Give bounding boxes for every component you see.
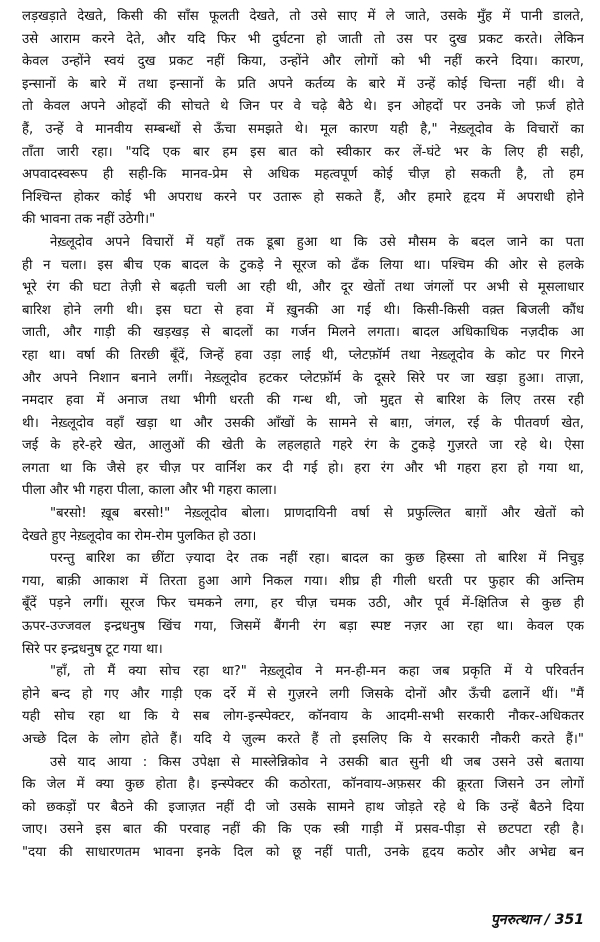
text-line: ताँता जारी रहा। "यदि एक बार हम इस बात को स्वीकार कर लें-घंटे भर के लिए ही सही, [22, 144, 584, 160]
text-line: और अपने निशान बनाने लगीं। नेख़्लूदोव हटकर प्लेटफ़ॉर्म के दूसरे सिरे पर जा खड़ा हुआ। ताज़ा, [22, 370, 584, 386]
text-line: "हाँ, तो मैं क्या सोच रहा था?" नेख़्लूदोव ने मन-ही-मन कहा जब प्रकृति में ये परिवर्तन [50, 664, 584, 680]
text-line: जाती, और गाड़ी की खड़खड़ से बादलों का गर्जन मिलने लगता। बादल अधिकाधिक नज़दीक आ [22, 325, 584, 341]
text-line: ही न चला। इस बीच एक बादल के टुकड़े ने सूरज को ढँक लिया था। पश्चिम की ओर से हलके [22, 257, 584, 273]
text-line: कि जेल में क्या कुछ होता है। इन्स्पेक्टर की कठोरता, कॉनवाय-अफ़सर की क्रूरता जिसने उन लोगों [22, 777, 584, 793]
text-line: "दया की साधारणतम भावना इनके दिल को छू नहीं पाती, उनके हृदय कठोर और अभेद्य बन [22, 844, 584, 860]
text-line: अपवादस्वरूप ही सही-कि मानव-प्रेम से अधिक महत्वपूर्ण कोई चीज़ हो सकती है, तो हम [22, 167, 584, 183]
text-line: यही सोच रहा था कि ये सब लोग-इन्स्पेक्टर, कॉनवाय के आदमी-सभी सरकारी नौकर-अधिकतर [22, 709, 584, 725]
text-line: जाए। उसने इस बात की परवाह नहीं की कि एक स्त्री गाड़ी में प्रसव-पीड़ा से छटपटा रही है। [22, 822, 584, 838]
text-line: गया, बाक़ी आकाश में तिरता हुआ आगे निकल गया। शीघ्र ही गीली धरती पर फुहार की अन्तिम [22, 573, 584, 589]
text-line: इन्सानों के बारे में तथा इन्सानों के प्रति अपने कर्तव्य के बारे में उन्हें कोई चिन्ता नहीं थी। वे [22, 76, 584, 92]
text-line: होने बन्द हो गए और गाड़ी एक दर्रे में से गुज़रने लगी जिसके दोनों और ऊँची ढलानें थीं। "मैं [22, 686, 584, 702]
text-line: रहा था। वर्षा की तिरछी बूँदें, जिन्हें हवा उड़ा लाई थी, प्लेटफ़ॉर्म तथा नेख़्लूदोव के कोट पर गिरने [22, 347, 584, 363]
text-line: भूरे रंग की घटा तेज़ी से बढ़ती चली आ रही थी, और दूर खेतों तथा जंगलों पर अभी से मूसलाधार [22, 280, 584, 296]
text-line: पीला और भी गहरा पीला, काला और भी गहरा काला। [22, 483, 277, 499]
text-line: अच्छे दिल के लोग होते हैं। यदि ये ज़ुल्म करते हैं तो इसलिए कि ये सरकारी नौकरी करते हैं।" [22, 732, 584, 747]
text-line: केवल उन्होंने स्वयं दुख प्रकट नहीं किया, उन्होंने और लोगों को भी नहीं करने दिया। कारण, [22, 54, 584, 70]
text-line: नमदार हवा में अनाज तथा भीगी धरती की गन्ध थी, जो मुद्दत से बारिश के लिए तरस रही [22, 393, 584, 409]
page-number: 351 [554, 912, 584, 928]
footer-separator: / [544, 912, 550, 928]
text-line: देखते हुए नेख़्लूदोव का रोम-रोम पुलकित हो उठा। [22, 528, 257, 544]
text-line: सिरे पर इन्द्रधनुष टूट गया था। [22, 641, 163, 657]
text-line: लड़खड़ाते देखते, किसी की साँस फूलती देखते, तो उसे साए में ले जाते, उसके मुँह में पानी डालते, [22, 9, 584, 24]
text-line: तो केवल अपने ओहदों की सोचते थे जिन पर वे चढ़े बैठे थे। इन ओहदों पर उनके जो फ़र्ज होते [22, 99, 584, 115]
text-line: परन्तु बारिश का छींटा ज़्यादा देर तक नहीं रहा। बादल का कुछ हिस्सा तो बारिश में निचुड़ [50, 551, 584, 567]
text-line: उसे याद आया : किस उपेक्षा से मास्लेन्निकोव ने उसकी बात सुनी थी जब उसने उसे बताया [50, 754, 584, 770]
text-line: "बरसो! ख़ूब बरसो!" नेख़्लूदोव बोला। प्राणदायिनी वर्षा से प्रफुल्लित बाग़ों और खेतों को [50, 506, 584, 522]
text-line: हैं, उन्हें वे मानवीय सम्बन्धों से ऊँचा समझते थे। मूल कारण यही है," नेख़्लूदोव के विचारों का [22, 121, 584, 137]
text-line: ऊपर-उज्जवल इन्द्रधनुष खिंच गया, जिसमें बैंगनी रंग बड़ा स्पष्ट नज़र आ रहा था। केवल एक [22, 619, 584, 635]
text-line: निश्चिन्त होकर कोई भी अपराध करने पर उतारू हो सकते हैं, और हमारे हृदय में अपराधी होने [22, 189, 584, 205]
text-line: बूँदें पड़ने लगीं। सूरज फिर चमकने लगा, हर चीज़ चमक उठी, और पूर्व में-क्षितिज से कुछ ही [22, 596, 584, 612]
book-title: पुनरुत्थान [490, 912, 540, 928]
book-page-body [22, 6, 584, 865]
text-line: को छकड़ों पर बैठने की इजाज़त नहीं दी जो उसके सामने हाथ जोड़ते रहे थे कि उन्हें बैठने दिया [22, 799, 584, 815]
text-line: बारिश होने लगी थी। इस घटा से हवा में ख़ुनकी आ गई थी। किसी-किसी वक़्त बिजली कौंध [22, 302, 584, 318]
text-line: जई के हरे-हरे खेत, आलुओं की खेती के लहलहाते गहरे रंग के टुकड़े गुज़रते जा रहे थे। ऐसा [22, 438, 584, 454]
page-footer [491, 910, 584, 929]
text-line: नेख़्लूदोव अपने विचारों में यहाँ तक डूबा हुआ था कि उसे मौसम के बदल जाने का पता [50, 234, 584, 250]
text-line: उसे आराम करने देते, और यदि फिर भी दुर्घटना हो जाती तो उस पर दुख प्रकट करते। लेकिन [22, 31, 584, 47]
text-line: लगता था कि जैसे हर चीज़ पर वार्निश कर दी गई हो। हरा रंग और भी गहरा हरा हो गया था, [22, 460, 584, 476]
text-line: की भावना तक नहीं उठेगी।" [22, 212, 156, 228]
text-line: थी। नेख़्लूदोव वहाँ खड़ा था और उसकी आँखों के सामने से बाग़, जंगल, रई के पीतवर्ण खेत, [22, 415, 584, 431]
